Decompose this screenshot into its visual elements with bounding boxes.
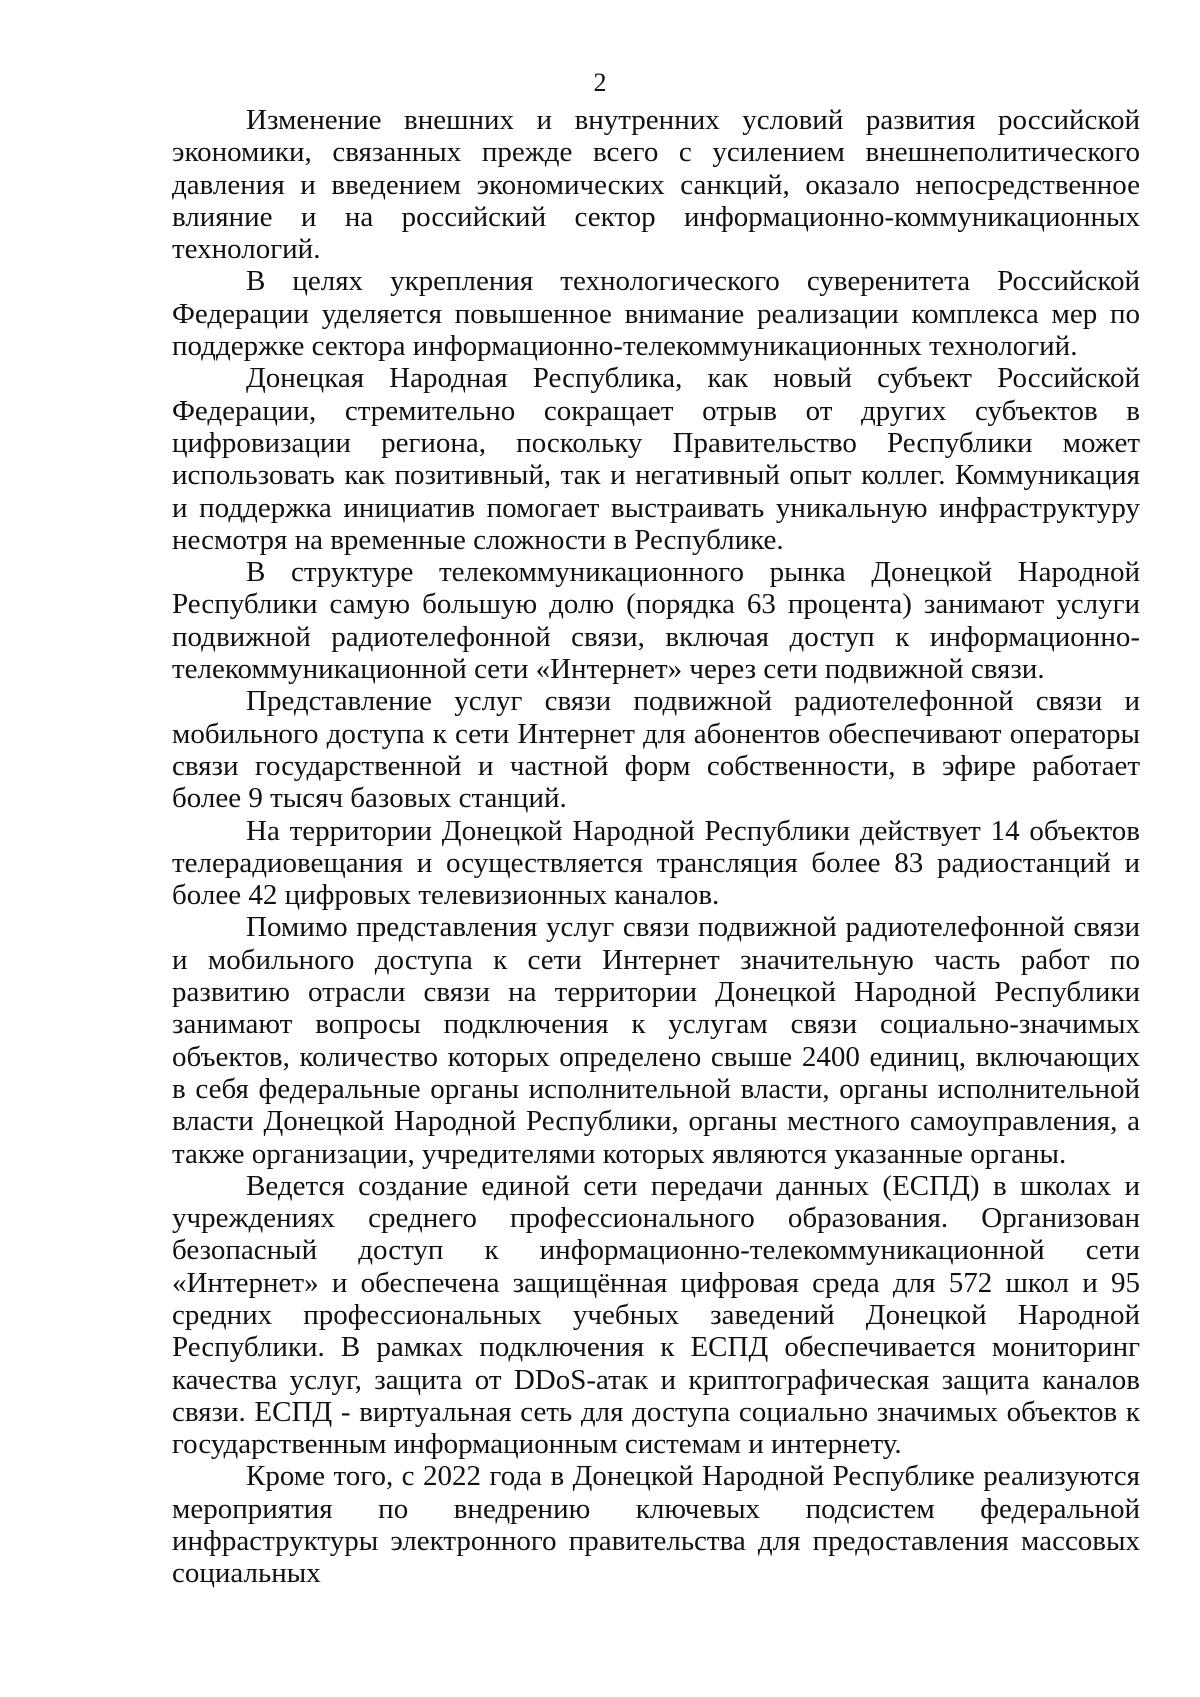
paragraph-espd-network: Ведется создание единой сети передачи данных (ЕСПД) в школах и учреждениях среднего профессионального образования. Организован безопасный доступ к информационно-телекоммуникационной сети «Интернет» и обеспечена защищённая цифровая среда для 572 школ и 95 средних профессиональных учебных заведений Донецкой Народной Республики. В рамках подключения к ЕСПД обеспечивается мониторинг качества услуг, защита от DDoS-атак и криптографическая защита каналов связи. ЕСПД - виртуальная сеть для доступа социально значимых объектов к государственным информационным системам и интернету. bbox=[172, 1169, 1140, 1461]
paragraph-telecom-market: В структуре телекоммуникационного рынка Донецкой Народной Республики самую большую долю (порядка 63 процента) занимают услуги подвижной радиотелефонной связи, включая доступ к информационно-телекоммуникационной сети «Интернет» через сети подвижной связи. bbox=[172, 556, 1140, 686]
page-number: 2 bbox=[593, 68, 607, 97]
paragraph-mobile-operators: Представление услуг связи подвижной радиотелефонной связи и мобильного доступа к сети Интернет для абонентов обеспечивают операторы связи государственной и частной форм собственности, в эфире работает более 9 тысяч базовых станций. bbox=[172, 685, 1140, 815]
paragraph-broadcasting: На территории Донецкой Народной Республики действует 14 объектов телерадиовещания и осуществляется трансляция более 83 радиостанций и более 42 цифровых телевизионных каналов. bbox=[172, 814, 1140, 912]
paragraph-social-objects: Помимо представления услуг связи подвижной радиотелефонной связи и мобильного доступа к сети Интернет значительную часть работ по развитию отрасли связи на территории Донецкой Народной Республики занимают вопросы подключения к услугам связи социально-значимых объектов, количество которых определено свыше 2400 единиц, включающих в себя федеральные органы исполнительной власти, органы исполнительной власти Донецкой Народной Республики, органы местного самоуправления, а также организации, учредителями которых являются указанные органы. bbox=[172, 911, 1140, 1170]
document-body bbox=[172, 104, 1140, 1590]
paragraph-external-conditions: Изменение внешних и внутренних условий развития российской экономики, связанных прежде всего с усилением внешнеполитического давления и введением экономических санкций, оказало непосредственное влияние и на российский сектор информационно-коммуникационных технологий. bbox=[172, 104, 1140, 266]
paragraph-dpr-digitalization: Донецкая Народная Республика, как новый субъект Российской Федерации, стремительно сокращает отрыв от других субъектов в цифровизации региона, поскольку Правительство Республики может использовать как позитивный, так и негативный опыт коллег. Коммуникация и поддержка инициатив помогает выстраивать уникальную инфраструктуру несмотря на временные сложности в Республике. bbox=[172, 362, 1140, 556]
paragraph-technological-sovereignty: В целях укрепления технологического суверенитета Российской Федерации уделяется повышенное внимание реализации комплекса мер по поддержке сектора информационно-телекоммуникационных технологий. bbox=[172, 265, 1140, 363]
paragraph-e-government: Кроме того, с 2022 года в Донецкой Народной Республике реализуются мероприятия по внедрению ключевых подсистем федеральной инфраструктуры электронного правительства для предоставления массовых социальных bbox=[172, 1460, 1140, 1590]
